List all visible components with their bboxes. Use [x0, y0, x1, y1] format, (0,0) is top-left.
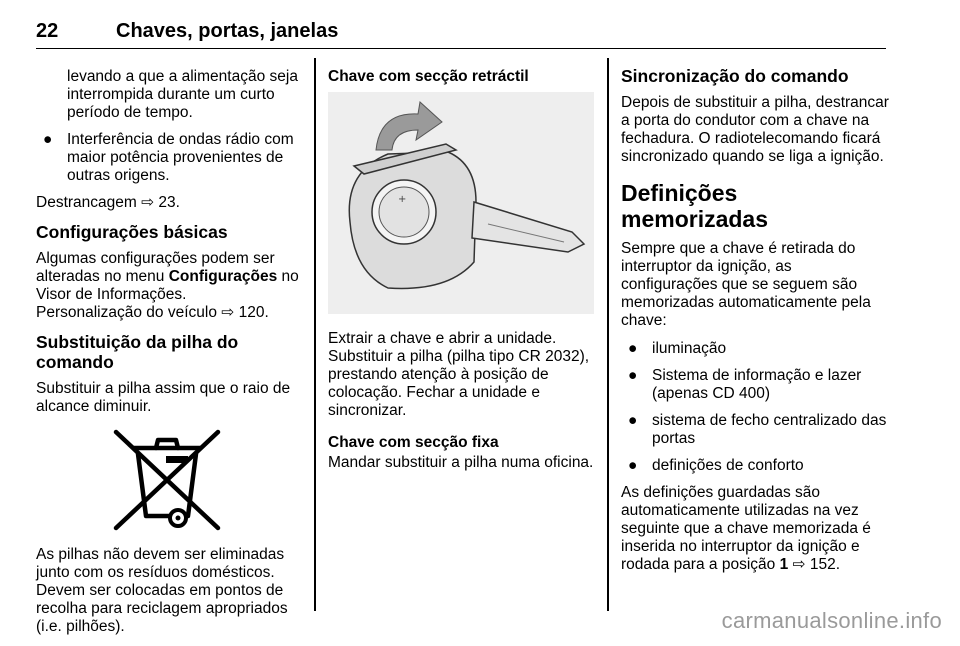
column-left [36, 64, 302, 646]
section-heading: Definições memorizadas [621, 180, 769, 232]
page-number: 22 [36, 20, 59, 42]
list-item: ● sistema de fecho centralizado das portas [628, 412, 887, 447]
continued-bullet-text: levando a que a alimentação seja interrompida durante um curto período de tempo. [67, 68, 298, 121]
crossed-bin-icon [108, 428, 226, 532]
list-item: ● iluminação [628, 340, 727, 357]
watermark: carmanualsonline.info [721, 608, 942, 633]
link-destrancagem[interactable]: Destrancagem [36, 194, 137, 211]
list-item: ● Sistema de informação e lazer (apenas CD 400) [628, 367, 862, 402]
paragraph: Mandar substituir a pilha numa oficina. [328, 454, 594, 471]
arrow-icon: ⇨ [792, 556, 806, 573]
bullet-icon: ● [628, 412, 638, 429]
key-battery-illustration [328, 92, 594, 314]
bullet-icon: ● [628, 367, 638, 384]
menu-name: Configurações [168, 268, 278, 285]
page-ref[interactable]: 23. [158, 194, 180, 211]
svg-text:+: + [398, 194, 407, 205]
section-heading: Sincronização do comando [621, 66, 849, 86]
column-divider [314, 58, 316, 611]
page-header [36, 8, 886, 49]
link-personalizacao[interactable]: Personalização do veículo [36, 304, 217, 321]
bullet-icon: ● [628, 457, 638, 474]
list-item: ● definições de conforto [628, 457, 804, 474]
arrow-icon: ⇨ [141, 194, 155, 211]
paragraph: As definições guardadas são automaticamente utilizadas na vez seguinte que a chave memorizada é inserida no interruptor da ignição e rodada para a posição 1 ⇨ 152. [621, 484, 871, 573]
bullet-icon: ● [43, 131, 53, 148]
paragraph: Substituir a pilha assim que o raio de alcance diminuir. [36, 380, 291, 415]
section-heading: Configurações básicas [36, 222, 228, 242]
paragraph: Depois de substituir a pilha, destrancar a porta do condutor com a chave na fechadura. O radiotelecomando ficará sincronizado quando se liga a ignição. [621, 94, 889, 165]
subheading: Chave com secção fixa [328, 434, 499, 451]
subheading: Chave com secção retráctil [328, 68, 529, 85]
bullet-icon: ● [628, 340, 638, 357]
column-right [621, 64, 889, 584]
arrow-icon: ⇨ [221, 304, 235, 321]
paragraph: Sempre que a chave é retirada do interruptor da ignição, as configurações que se seguem são memorizadas automaticamente pela chave: [621, 240, 871, 329]
column-middle [328, 64, 596, 482]
paragraph [36, 194, 302, 212]
paragraph: Algumas configurações podem ser alteradas no menu Configurações no Visor de Informações. Personalização do veículo ⇨ 120. [36, 250, 299, 321]
list-item: ● Interferência de ondas rádio com maior potência provenientes de outras origens. [43, 131, 294, 184]
page-ref[interactable]: 152. [809, 556, 840, 573]
column-divider [607, 58, 609, 611]
section-heading: Substituição da pilha do comando [36, 332, 239, 372]
chapter-title: Chaves, portas, janelas [116, 20, 339, 42]
paragraph: Extrair a chave e abrir a unidade. Substituir a pilha (pilha tipo CR 2032), prestando atenção à posição de colocação. Fechar a unidade e sincronizar. [328, 330, 590, 419]
ignition-position: 1 [779, 556, 789, 573]
page-ref[interactable]: 120. [238, 304, 269, 321]
paragraph: As pilhas não devem ser eliminadas junto com os resíduos domésticos. Devem ser colocadas em pontos de recolha para reciclagem apropriados (i.e. pilhões). [36, 546, 288, 635]
